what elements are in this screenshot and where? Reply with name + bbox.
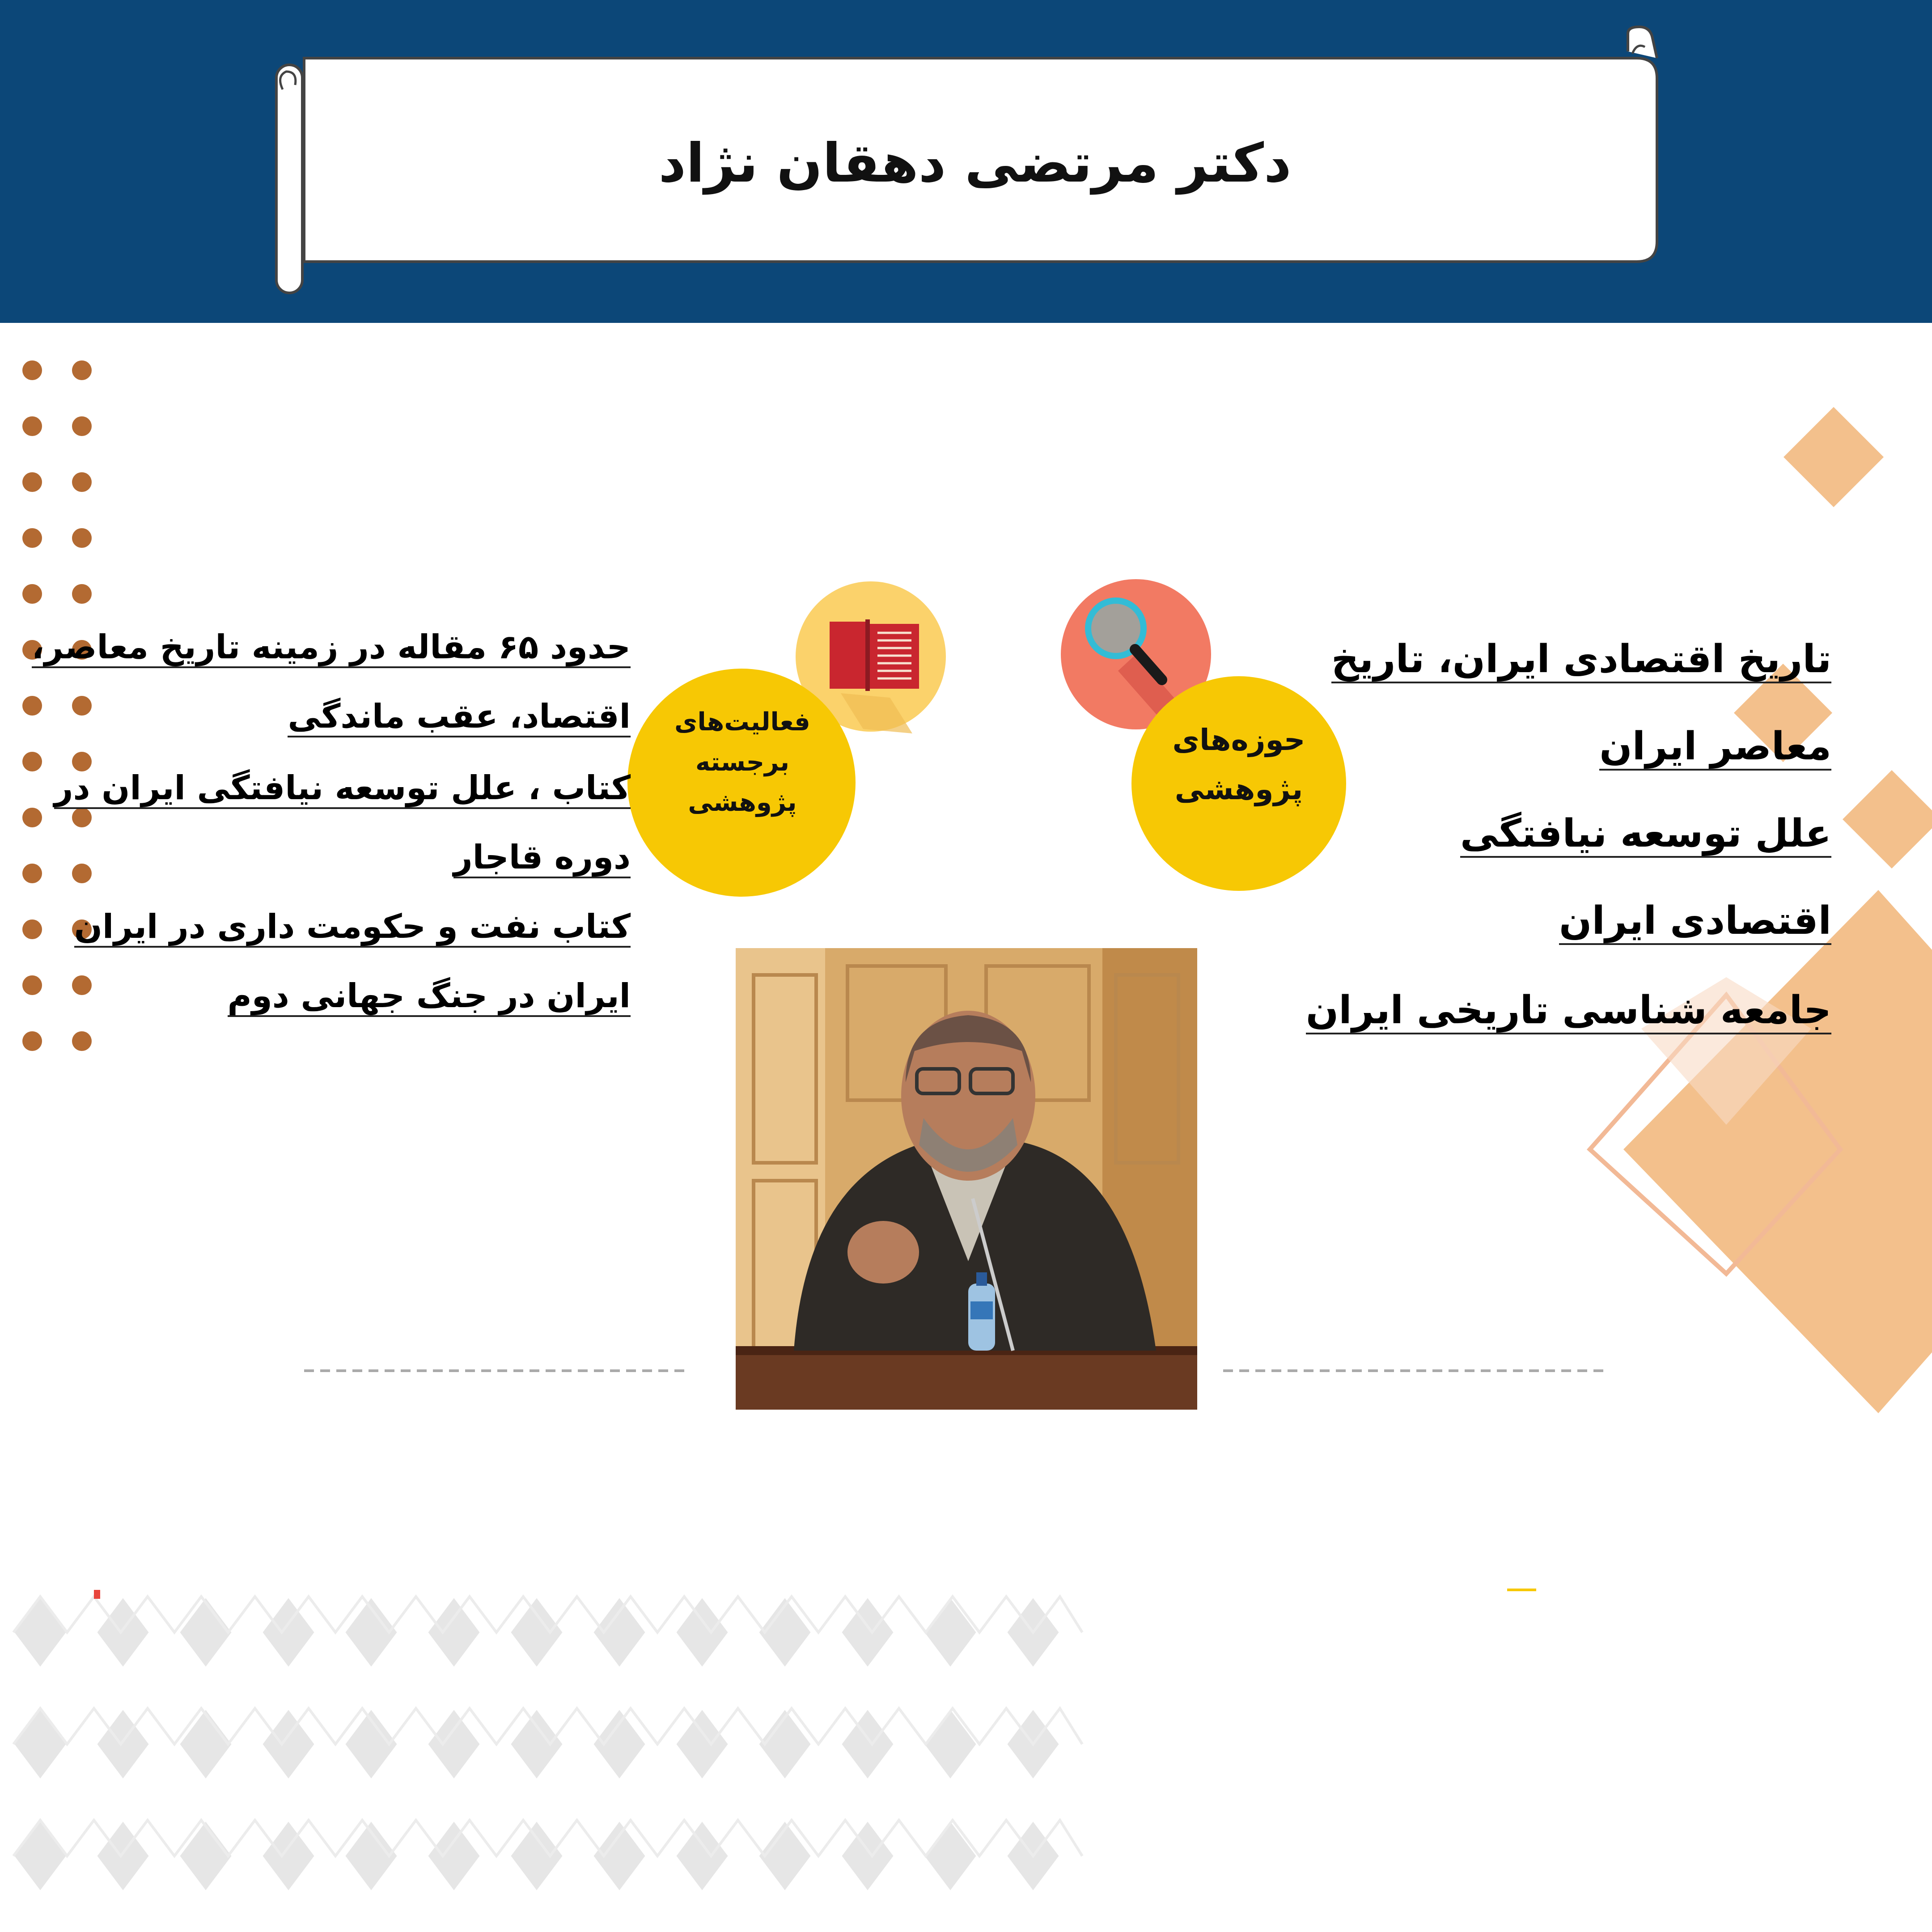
research-line: علل توسعه نیافتگی <box>1460 812 1831 858</box>
research-line: اقتصادی ایران <box>1559 899 1831 945</box>
caption-line: حوزه‌های <box>1172 723 1305 757</box>
caption-line: پژوهشی <box>688 788 797 817</box>
activities-circle-caption <box>648 702 836 823</box>
research-circle-caption <box>1145 716 1333 814</box>
activity-line: اقتصاد، عقب ماندگی <box>288 698 631 737</box>
caption-line: فعالیت‌های <box>674 708 810 737</box>
research-line: تاریخ اقتصادی ایران، تاریخ <box>1331 637 1831 683</box>
activity-line: کتاب ، علل توسعه نیافتگی ایران در <box>54 769 631 809</box>
research-line: معاصر ایران <box>1599 724 1831 771</box>
research-line: جامعه شناسی تاریخی ایران <box>1306 988 1831 1034</box>
diamond-pattern <box>13 1597 1060 1892</box>
activity-line: حدود ۶۵ مقاله در زمینه تاریخ معاصر، <box>32 628 631 668</box>
portrait-photo <box>736 948 1197 1410</box>
caption-line: پژوهشی <box>1174 772 1303 806</box>
caption-line: برجسته <box>695 748 790 777</box>
activity-line: دوره قاجار <box>453 839 631 878</box>
activity-line: کتاب نفت و حکومت داری در ایران <box>74 908 631 948</box>
page-title: دکتر مرتضی دهقان نژاد <box>658 132 1292 195</box>
activity-line: ایران در جنگ جهانی دوم <box>228 977 631 1017</box>
